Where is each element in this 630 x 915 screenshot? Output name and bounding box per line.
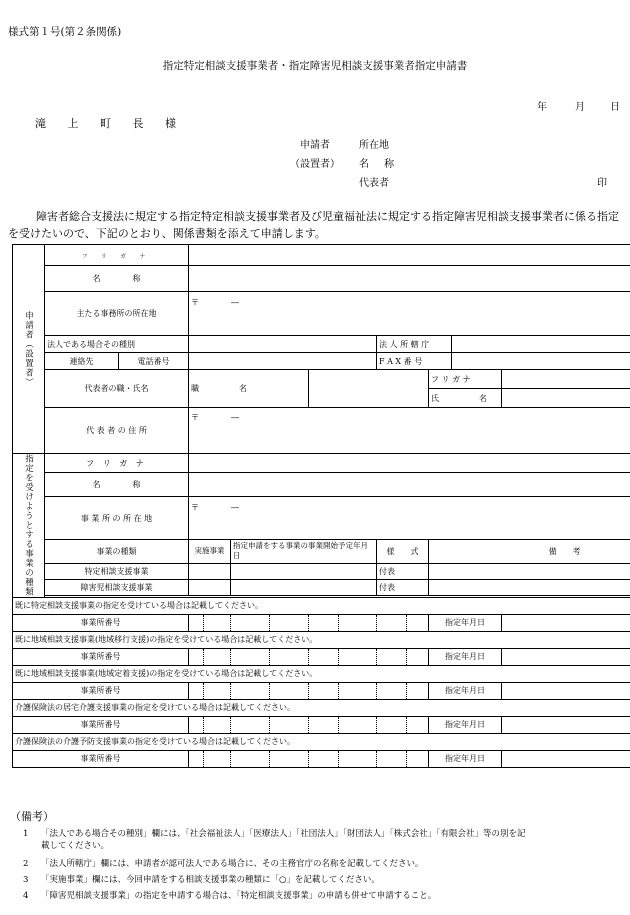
date-year-label: 年 bbox=[537, 102, 547, 113]
note-item-4: 4 「障害児相談支援事業」の指定を申請する場合は、「特定相談支援事業」の申請も併せて申請すること。 bbox=[23, 891, 437, 901]
job-title-label: 職 名 bbox=[189, 370, 309, 408]
rep-name-label: 氏 名 bbox=[429, 389, 502, 408]
office-number-digit[interactable] bbox=[309, 648, 339, 665]
office-number-digit[interactable] bbox=[231, 614, 270, 631]
designation-date-field[interactable] bbox=[502, 750, 630, 767]
office-number-digit[interactable] bbox=[309, 750, 339, 767]
postal-mark: 〒 ― bbox=[191, 503, 239, 513]
corp-authority-label: 法 人 所 轄 庁 bbox=[377, 336, 452, 353]
start-date-header: 指定申請をする事業の事業開始予定年月日 bbox=[231, 540, 377, 564]
note-item-3: 3 「実施事業」欄には、今回申請をする相談支援事業の種類に「○」を記載してください。 bbox=[23, 875, 380, 885]
office-number-digit[interactable] bbox=[231, 682, 270, 699]
office-address-field[interactable] bbox=[189, 497, 630, 540]
rep-address-field[interactable] bbox=[189, 408, 630, 448]
existing-caption-3: 既に地域相談支援事業(地域定着支援)の指定を受けている場合は記載してください。 bbox=[13, 665, 630, 682]
office-number-digit[interactable] bbox=[189, 716, 204, 733]
style-header: 様 式 bbox=[377, 540, 429, 564]
remarks-header: 備 考 bbox=[429, 540, 630, 564]
business-row-child-label: 障害児相談支援事業 bbox=[45, 580, 189, 596]
office-number-digit[interactable] bbox=[270, 716, 309, 733]
office-number-digit[interactable] bbox=[231, 750, 270, 767]
office-number-digit[interactable] bbox=[339, 648, 377, 665]
tel-label: 電話番号 bbox=[119, 353, 189, 370]
designation-date-field[interactable] bbox=[502, 682, 630, 699]
fax-field[interactable] bbox=[452, 353, 630, 370]
designation-date-label: 指定年月日 bbox=[429, 750, 502, 767]
office-number-digit[interactable] bbox=[407, 648, 429, 665]
note-item-2: 2 「法人所轄庁」欄には、申請者が認可法人である場合に、その主務官庁の名称を記載してください。 bbox=[23, 859, 424, 869]
office-number-digit[interactable] bbox=[339, 716, 377, 733]
rep-address-label: 代 表 者 の 住 所 bbox=[45, 408, 189, 454]
designation-date-label: 指定年月日 bbox=[429, 716, 502, 733]
main-office-address-field[interactable] bbox=[189, 292, 630, 336]
office-number-label: 事業所番号 bbox=[13, 716, 189, 733]
business-row-child-style: 付表 bbox=[377, 580, 429, 596]
applicant-name-field[interactable] bbox=[189, 266, 630, 292]
business-row-specific-implement[interactable] bbox=[189, 563, 231, 579]
office-number-digit[interactable] bbox=[407, 614, 429, 631]
business-type-header: 事業の種類 bbox=[45, 540, 189, 564]
office-number-digit[interactable] bbox=[189, 614, 204, 631]
office-number-digit[interactable] bbox=[189, 648, 204, 665]
business-furigana-field[interactable] bbox=[189, 454, 630, 473]
document-title: 指定特定相談支援事業者・指定障害児相談支援事業者指定申請書 bbox=[162, 60, 468, 72]
office-number-label: 事業所番号 bbox=[13, 682, 189, 699]
business-section-header: 指定を受けようとする事業の種類 bbox=[13, 454, 45, 598]
fax-label: F A X 番 号 bbox=[377, 353, 452, 370]
office-number-digit[interactable] bbox=[204, 682, 231, 699]
business-row-specific-date[interactable] bbox=[231, 563, 377, 579]
office-number-digit[interactable] bbox=[270, 648, 309, 665]
address-label: 所在地 bbox=[359, 140, 389, 151]
rep-furigana-field[interactable] bbox=[502, 370, 630, 389]
date-month-label: 月 bbox=[575, 102, 585, 113]
office-number-digit[interactable] bbox=[407, 750, 429, 767]
office-number-digit[interactable] bbox=[204, 716, 231, 733]
office-number-digit[interactable] bbox=[204, 648, 231, 665]
rep-furigana-label: フ リ ガ ナ bbox=[429, 370, 502, 389]
office-number-digit[interactable] bbox=[377, 648, 407, 665]
office-number-digit[interactable] bbox=[189, 750, 204, 767]
corp-authority-field[interactable] bbox=[452, 336, 630, 353]
existing-caption-4: 介護保険法の居宅介護支援事業の指定を受けている場合は記載してください。 bbox=[13, 699, 630, 716]
rep-name-field[interactable] bbox=[502, 389, 630, 408]
application-form-table bbox=[12, 244, 630, 768]
office-number-label: 事業所番号 bbox=[13, 648, 189, 665]
office-number-digit[interactable] bbox=[204, 614, 231, 631]
corp-type-label: 法人である場合その種別 bbox=[45, 336, 189, 353]
business-row-specific-remarks[interactable] bbox=[429, 563, 630, 579]
office-number-label: 事業所番号 bbox=[13, 750, 189, 767]
job-title-field[interactable] bbox=[309, 370, 429, 408]
designation-date-field[interactable] bbox=[502, 648, 630, 665]
seal-mark: 印 bbox=[597, 178, 607, 189]
furigana-label-small: フ リ ガ ナ bbox=[45, 245, 189, 266]
existing-caption-5: 介護保険法の介護予防支援事業の指定を受けている場合は記載してください。 bbox=[13, 733, 630, 750]
office-number-digit[interactable] bbox=[339, 682, 377, 699]
office-number-digit[interactable] bbox=[231, 716, 270, 733]
rep-title-name-label: 代表者の職・氏名 bbox=[45, 370, 189, 408]
notes-heading: （備考） bbox=[10, 810, 54, 823]
representative-label: 代表者 bbox=[359, 178, 389, 189]
form-number: 様式第１号(第２条関係) bbox=[8, 26, 122, 38]
existing-caption-1: 既に特定相談支援事業の指定を受けている場合は記載してください。 bbox=[13, 597, 630, 614]
business-furigana-label: フ リ ガ ナ bbox=[45, 454, 189, 473]
office-number-digit[interactable] bbox=[377, 716, 407, 733]
designation-date-label: 指定年月日 bbox=[429, 682, 502, 699]
main-office-address-label: 主たる事務所の所在地 bbox=[45, 292, 189, 336]
business-name-field[interactable] bbox=[189, 473, 630, 497]
existing-caption-2: 既に地域相談支援事業(地域移行支援)の指定を受けている場合は記載してください。 bbox=[13, 631, 630, 648]
office-number-digit[interactable] bbox=[339, 750, 377, 767]
office-number-digit[interactable] bbox=[377, 750, 407, 767]
business-row-child-date[interactable] bbox=[231, 580, 377, 596]
office-number-digit[interactable] bbox=[231, 648, 270, 665]
applicant-section-header: 申請者（設置者） bbox=[13, 245, 45, 454]
office-number-digit[interactable] bbox=[309, 682, 339, 699]
office-number-digit[interactable] bbox=[377, 614, 407, 631]
addressee: 滝 上 町 長 様 bbox=[35, 117, 185, 130]
office-address-label: 事 業 所 の 所 在 地 bbox=[45, 497, 189, 540]
designation-date-label: 指定年月日 bbox=[429, 614, 502, 631]
note-item-1: 1 「法人である場合その種別」欄には、「社会福祉法人」「医療法人」「社団法人」「財団法人」「株式会社」「有限会社」等の別を記 載してください。 bbox=[23, 829, 526, 851]
implement-header: 実施事業 bbox=[189, 540, 231, 564]
office-number-digit[interactable] bbox=[270, 682, 309, 699]
date-day-label: 日 bbox=[610, 102, 620, 113]
corp-type-field[interactable] bbox=[189, 336, 377, 353]
designation-date-field[interactable] bbox=[502, 614, 630, 631]
business-row-child-remarks[interactable] bbox=[429, 580, 630, 596]
office-number-digit[interactable] bbox=[270, 750, 309, 767]
office-number-label: 事業所番号 bbox=[13, 614, 189, 631]
office-number-digit[interactable] bbox=[189, 682, 204, 699]
applicant-label: 申請者 bbox=[300, 140, 330, 151]
contact-label: 連絡先 bbox=[45, 353, 119, 370]
designation-date-field[interactable] bbox=[502, 716, 630, 733]
business-name-label: 名 称 bbox=[45, 473, 189, 497]
office-number-digit[interactable] bbox=[270, 614, 309, 631]
business-row-specific-label: 特定相談支援事業 bbox=[45, 563, 189, 579]
designation-date-label: 指定年月日 bbox=[429, 648, 502, 665]
postal-mark: 〒 ― bbox=[191, 298, 239, 307]
office-number-digit[interactable] bbox=[377, 682, 407, 699]
applicant-furigana-field[interactable] bbox=[189, 245, 630, 266]
establisher-label: （設置者） bbox=[290, 159, 340, 170]
name-label: 名 称 bbox=[359, 159, 401, 170]
office-number-digit[interactable] bbox=[309, 716, 339, 733]
business-row-specific-style: 付表 bbox=[377, 563, 429, 579]
office-number-digit[interactable] bbox=[309, 614, 339, 631]
postal-mark: 〒 ― bbox=[191, 413, 239, 422]
applicant-name-label: 名 称 bbox=[45, 266, 189, 292]
office-number-digit[interactable] bbox=[407, 682, 429, 699]
office-number-digit[interactable] bbox=[339, 614, 377, 631]
business-row-child-implement[interactable] bbox=[189, 580, 231, 596]
intro-text: 障害者総合支援法に規定する指定特定相談支援事業者及び児童福祉法に規定する指定障害児相談支援事業者に係る指定を受けたいので、下記のとおり、関係書類を添えて申請します。 bbox=[8, 210, 619, 240]
tel-field[interactable] bbox=[189, 353, 377, 370]
office-number-digit[interactable] bbox=[407, 716, 429, 733]
office-number-digit[interactable] bbox=[204, 750, 231, 767]
